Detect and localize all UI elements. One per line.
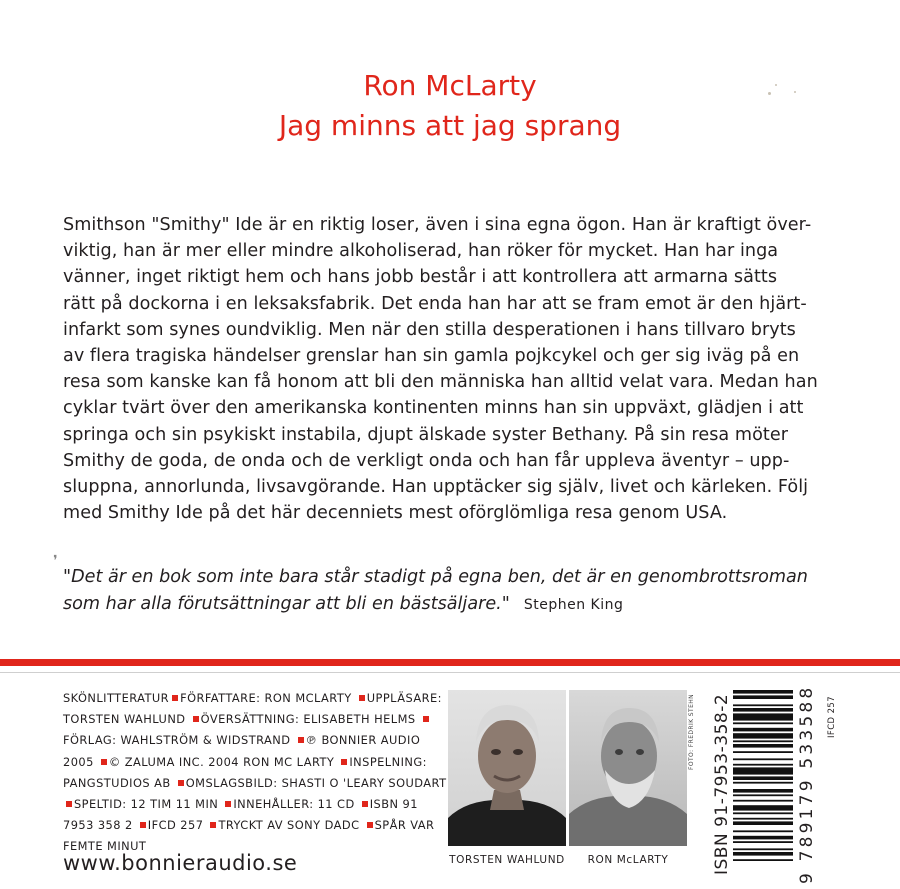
barcode-bar: [733, 728, 793, 732]
barcode-bar: [733, 841, 793, 843]
description-line: Smithson "Smithy" Ide är en riktig loser, även i sina egna ögon. Han är kraftigt över-: [63, 215, 812, 235]
barcode-bar: [733, 767, 793, 774]
credit-item: ℗ BONNIER AUDIO 2005: [63, 733, 421, 769]
publisher-website: www.bonnieraudio.se: [63, 851, 298, 875]
grey-divider: [0, 672, 900, 673]
description-line: av flera tragiska händelser grenslar han sin gamla pojkcykel och ger sig iväg på en: [63, 346, 800, 367]
barcode-bar: [733, 852, 793, 856]
description-line: viktig, han är mer eller mindre alkoholiserad, han röker för mycket. Han har inga: [63, 241, 779, 262]
author-photo: [569, 690, 687, 846]
narrator-photo: [448, 690, 566, 846]
credit-item: TRYCKT AV SONY DADC: [218, 818, 360, 833]
description-line: med Smithy Ide på det här decenniets mest oförglömliga resa genom USA.: [63, 503, 728, 524]
quote-line: [63, 591, 853, 619]
bullet-square-icon: [178, 780, 184, 786]
quote-line: "Det är en bok som inte bara står stadigt på egna ben, det är en genombrottsroman: [63, 567, 808, 587]
quote-line-end: som har alla förutsättningar att bli en bästsäljare.": [63, 593, 510, 614]
credit-item: UPPLÄSARE: TORSTEN WAHLUND: [63, 691, 442, 727]
credit-item: SKÖNLITTERATUR: [63, 691, 170, 705]
barcode-bar: [733, 751, 793, 753]
credit-item: OMSLAGSBILD: SHASTI O 'LEARY SOUDART: [185, 775, 447, 790]
description-line: sluppna, annorlunda, livsavgörande. Han upptäcker sig själv, livet och kärleken. Följ: [63, 477, 809, 498]
barcode-bar: [733, 830, 793, 832]
barcode-bar: [733, 800, 793, 802]
barcode-bar: [733, 744, 793, 748]
description-line: springa och sin psykiskt instabila, djupt älskade syster Bethany. På sin resa möter: [63, 424, 789, 445]
barcode-bar: [733, 848, 793, 850]
barcode-icon: [733, 690, 793, 876]
author-caption: RON McLARTY: [587, 854, 669, 866]
barcode-bar: [733, 758, 793, 760]
description-line: Smithy de goda, de onda och de verkligt onda och han får uppleva äventyr – upp-: [63, 450, 790, 471]
book-description: [63, 212, 843, 526]
bullet-square-icon: [66, 801, 72, 807]
barcode-bar: [733, 733, 793, 738]
barcode-bar: [733, 704, 793, 706]
credits-block: [63, 688, 448, 858]
barcode-bar: [733, 722, 793, 724]
bullet-square-icon: [140, 822, 146, 828]
credit-item: ÖVERSÄTTNING: ELISABETH HELMS: [200, 712, 416, 727]
catalog-number: IFCD 257: [827, 695, 837, 738]
barcode-bar: [733, 859, 793, 861]
description-line: infarkt som synes oundviklig. Men när den stilla desperationen i hans tillvaro bryts: [63, 319, 796, 340]
barcode-bar: [733, 740, 793, 742]
barcode-bar: [733, 812, 793, 814]
credit-item: INNEHÅLLER: 11 CD: [233, 797, 355, 812]
description-line: cyklar tvärt över den amerikanska kontinenten minns han sin uppväxt, glädjen i att: [63, 398, 804, 419]
description-line: resa som kanske kan få honom att bli den människa han alltid velat vara. Medan han: [63, 372, 818, 393]
barcode-bar: [733, 818, 793, 820]
barcode-bar: [733, 789, 793, 793]
quote-mark-icon: ❜: [53, 553, 58, 569]
bullet-square-icon: [210, 822, 216, 828]
print-speck: [768, 92, 771, 95]
bullet-square-icon: [367, 822, 373, 828]
barcode-bar: [733, 794, 793, 796]
book-title: Jag minns att jag sprang: [278, 109, 622, 142]
print-speck: [794, 91, 796, 93]
barcode-bar: [733, 713, 793, 720]
credit-item: IFCD 257: [147, 818, 204, 833]
red-divider: [0, 659, 900, 666]
barcode-bar: [733, 690, 793, 694]
photo-credit: FOTO: FREDRIK STEHN: [688, 693, 695, 770]
credit-item: ISBN 91 7953 358 2: [63, 797, 418, 833]
bullet-square-icon: [101, 759, 107, 765]
credit-item: FÖRFATTARE: RON MCLARTY: [180, 691, 352, 705]
barcode-bar: [733, 782, 793, 784]
barcode-bar: [733, 708, 793, 712]
isbn-text: ISBN 91-7953-358-2: [712, 693, 732, 875]
bullet-square-icon: [423, 716, 429, 722]
description-line: vänner, inget riktigt hem och hans jobb består i att kontrollera att armarna sätts: [63, 267, 778, 288]
review-quote: [63, 564, 853, 618]
cover-title-block: [0, 66, 900, 146]
author-portrait-icon: [569, 690, 687, 846]
bullet-square-icon: [193, 716, 199, 722]
quote-author: Stephen King: [523, 596, 624, 613]
credit-item: SPÅR VAR FEMTE MINUT: [63, 818, 435, 854]
bullet-square-icon: [341, 759, 347, 765]
credit-item: FÖRLAG: WAHLSTRÖM & WIDSTRAND: [63, 733, 291, 748]
narrator-caption: TORSTEN WAHLUND: [449, 854, 565, 866]
barcode-bar: [733, 695, 793, 699]
description-line: rätt på dockorna i en leksaksfabrik. Det enda han har att se fram emot är den hjärt-: [63, 293, 807, 314]
book-author: Ron McLarty: [363, 69, 537, 102]
barcode-bar: [733, 836, 793, 840]
narrator-portrait-icon: [448, 690, 566, 846]
barcode-digits: 9 789179 533588: [797, 684, 817, 884]
credit-item: © ZALUMA INC. 2004 RON MC LARTY: [108, 754, 335, 769]
barcode-bar: [733, 764, 793, 766]
barcode-bar: [733, 805, 793, 810]
bullet-square-icon: [298, 737, 304, 743]
barcode-bar: [733, 776, 793, 780]
bullet-square-icon: [225, 801, 231, 807]
credit-item: INSPELNING: PANGSTUDIOS AB: [63, 754, 427, 790]
bullet-square-icon: [172, 695, 178, 701]
print-speck: [775, 84, 777, 86]
credit-item: SPELTID: 12 TIM 11 MIN: [74, 797, 219, 812]
bullet-square-icon: [359, 695, 365, 701]
barcode-bar: [733, 821, 793, 825]
bullet-square-icon: [362, 801, 368, 807]
